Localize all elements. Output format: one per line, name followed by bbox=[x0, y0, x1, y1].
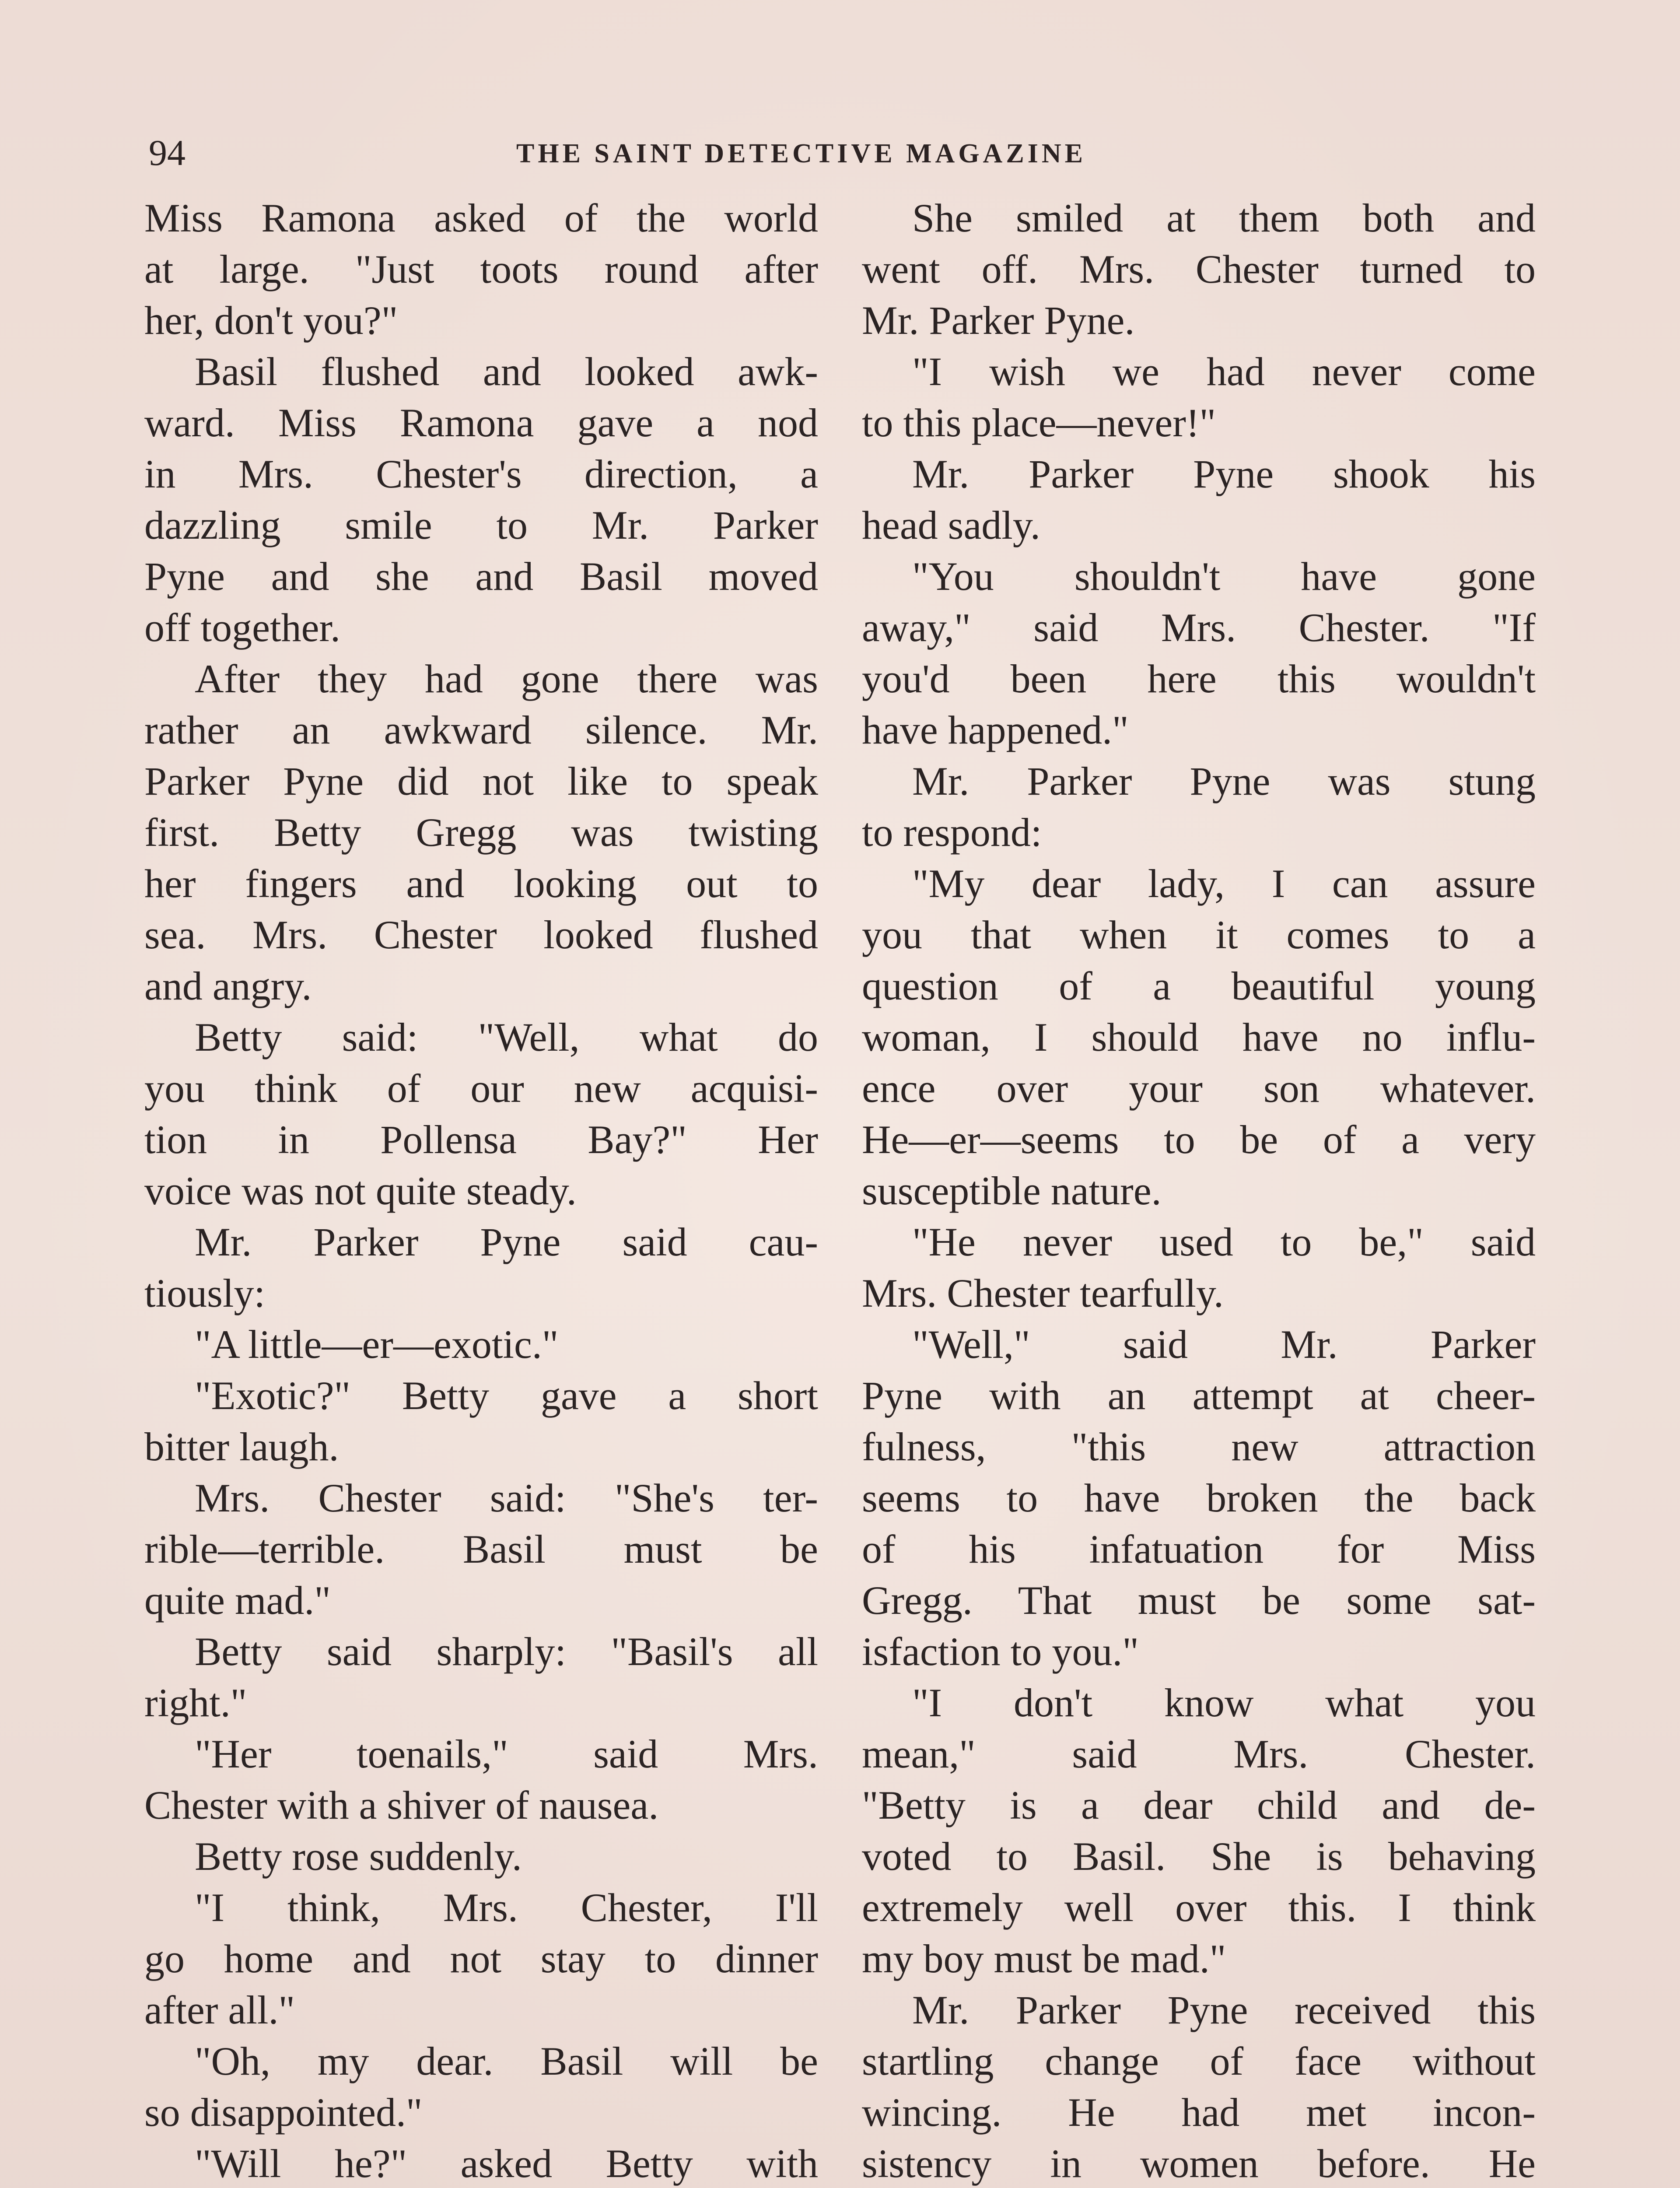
text-line: Mr. Parker Pyne. bbox=[862, 298, 1135, 343]
text-line: voice was not quite steady. bbox=[144, 1168, 577, 1213]
text-line: "Exotic?" Betty gave a short bbox=[195, 1373, 818, 1418]
text-line: tion in Pollensa Bay?" Her bbox=[144, 1117, 818, 1162]
text-line: Miss Ramona asked of the world bbox=[144, 196, 818, 240]
text-line: "You shouldn't have gone bbox=[912, 554, 1536, 599]
text-line: Pyne and she and Basil moved bbox=[144, 554, 818, 599]
right-text-column bbox=[862, 193, 1536, 2188]
text-line: Mrs. Chester tearfully. bbox=[862, 1271, 1224, 1315]
page-header bbox=[149, 131, 1536, 175]
text-line: went off. Mrs. Chester turned to bbox=[862, 247, 1536, 291]
text-line: "Will he?" asked Betty with bbox=[195, 2141, 818, 2186]
text-line: "Her toenails," said Mrs. bbox=[195, 1732, 818, 1776]
text-line: in Mrs. Chester's direction, a bbox=[144, 452, 818, 496]
text-line: "I think, Mrs. Chester, I'll bbox=[195, 1885, 818, 1930]
text-line: startling change of face without bbox=[862, 2039, 1536, 2083]
left-text-column bbox=[144, 193, 818, 2188]
text-line: Mrs. Chester said: "She's ter- bbox=[195, 1476, 818, 1520]
text-line: sea. Mrs. Chester looked flushed bbox=[144, 912, 818, 957]
text-line: her fingers and looking out to bbox=[144, 861, 818, 906]
text-line: away," said Mrs. Chester. "If bbox=[862, 605, 1536, 650]
text-line: "Well," said Mr. Parker bbox=[912, 1322, 1536, 1367]
text-line: Mr. Parker Pyne was stung bbox=[912, 759, 1536, 803]
text-line: to this place—never!" bbox=[862, 400, 1216, 445]
text-line: head sadly. bbox=[862, 503, 1040, 547]
text-line: have happened." bbox=[862, 708, 1129, 752]
text-line: at large. "Just toots round after bbox=[144, 247, 818, 291]
text-line: fulness, "this new attraction bbox=[862, 1424, 1536, 1469]
text-line: Mr. Parker Pyne received this bbox=[912, 1988, 1536, 2032]
text-line: Betty rose suddenly. bbox=[195, 1834, 522, 1879]
text-line: Basil flushed and looked awk- bbox=[195, 349, 818, 394]
text-line: dazzling smile to Mr. Parker bbox=[144, 503, 818, 547]
text-line: and angry. bbox=[144, 964, 312, 1008]
text-line: He—er—seems to be of a very bbox=[862, 1117, 1536, 1162]
text-line: mean," said Mrs. Chester. bbox=[862, 1732, 1536, 1776]
text-line: isfaction to you." bbox=[862, 1629, 1139, 1674]
text-line: ward. Miss Ramona gave a nod bbox=[144, 400, 818, 445]
text-line: "A little—er—exotic." bbox=[195, 1322, 559, 1367]
text-line: my boy must be mad." bbox=[862, 1936, 1226, 1981]
text-line: question of a beautiful young bbox=[862, 964, 1536, 1008]
text-line: Parker Pyne did not like to speak bbox=[144, 759, 818, 803]
text-line: Betty said: "Well, what do bbox=[195, 1015, 818, 1059]
text-line: rible—terrible. Basil must be bbox=[144, 1527, 818, 1571]
text-line: "I don't know what you bbox=[912, 1680, 1536, 1725]
text-line: quite mad." bbox=[144, 1578, 331, 1623]
text-line: sistency in women before. He bbox=[862, 2141, 1536, 2186]
text-line: seems to have broken the back bbox=[862, 1476, 1536, 1520]
page-number: 94 bbox=[149, 133, 186, 173]
text-line: bitter laugh. bbox=[144, 1424, 339, 1469]
text-line: woman, I should have no influ- bbox=[862, 1015, 1536, 1059]
text-line: so disappointed." bbox=[144, 2090, 423, 2135]
running-head: THE SAINT DETECTIVE MAGAZINE bbox=[516, 139, 1086, 168]
text-line: Betty said sharply: "Basil's all bbox=[195, 1629, 818, 1674]
text-line: Chester with a shiver of nausea. bbox=[144, 1783, 659, 1827]
text-line: "Betty is a dear child and de- bbox=[862, 1783, 1536, 1827]
text-line: susceptible nature. bbox=[862, 1168, 1162, 1213]
text-line: "He never used to be," said bbox=[912, 1220, 1536, 1264]
text-line: extremely well over this. I think bbox=[862, 1885, 1536, 1930]
text-line: Mr. Parker Pyne said cau- bbox=[195, 1220, 818, 1264]
text-line: Gregg. That must be some sat- bbox=[862, 1578, 1536, 1623]
text-line: you'd been here this wouldn't bbox=[862, 656, 1536, 701]
text-line: her, don't you?" bbox=[144, 298, 398, 343]
text-line: voted to Basil. She is behaving bbox=[862, 1834, 1536, 1879]
text-line: She smiled at them both and bbox=[912, 196, 1536, 240]
text-line: wincing. He had met incon- bbox=[862, 2090, 1536, 2135]
text-line: Pyne with an attempt at cheer- bbox=[862, 1373, 1536, 1418]
text-line: go home and not stay to dinner bbox=[144, 1936, 818, 1981]
text-line: "Oh, my dear. Basil will be bbox=[195, 2039, 818, 2083]
text-line: tiously: bbox=[144, 1271, 266, 1315]
text-line: of his infatuation for Miss bbox=[862, 1527, 1536, 1571]
text-line: to respond: bbox=[862, 810, 1042, 855]
text-line: off together. bbox=[144, 605, 340, 650]
text-line: After they had gone there was bbox=[195, 656, 818, 701]
text-line: you that when it comes to a bbox=[862, 912, 1536, 957]
text-line: "I wish we had never come bbox=[912, 349, 1536, 394]
text-line: rather an awkward silence. Mr. bbox=[144, 708, 818, 752]
text-line: ence over your son whatever. bbox=[862, 1066, 1536, 1111]
text-line: right." bbox=[144, 1680, 247, 1725]
text-line: "My dear lady, I can assure bbox=[912, 861, 1536, 906]
text-line: first. Betty Gregg was twisting bbox=[144, 810, 818, 855]
text-line: after all." bbox=[144, 1988, 295, 2032]
text-line: you think of our new acquisi- bbox=[144, 1066, 818, 1111]
text-line: Mr. Parker Pyne shook his bbox=[912, 452, 1536, 496]
